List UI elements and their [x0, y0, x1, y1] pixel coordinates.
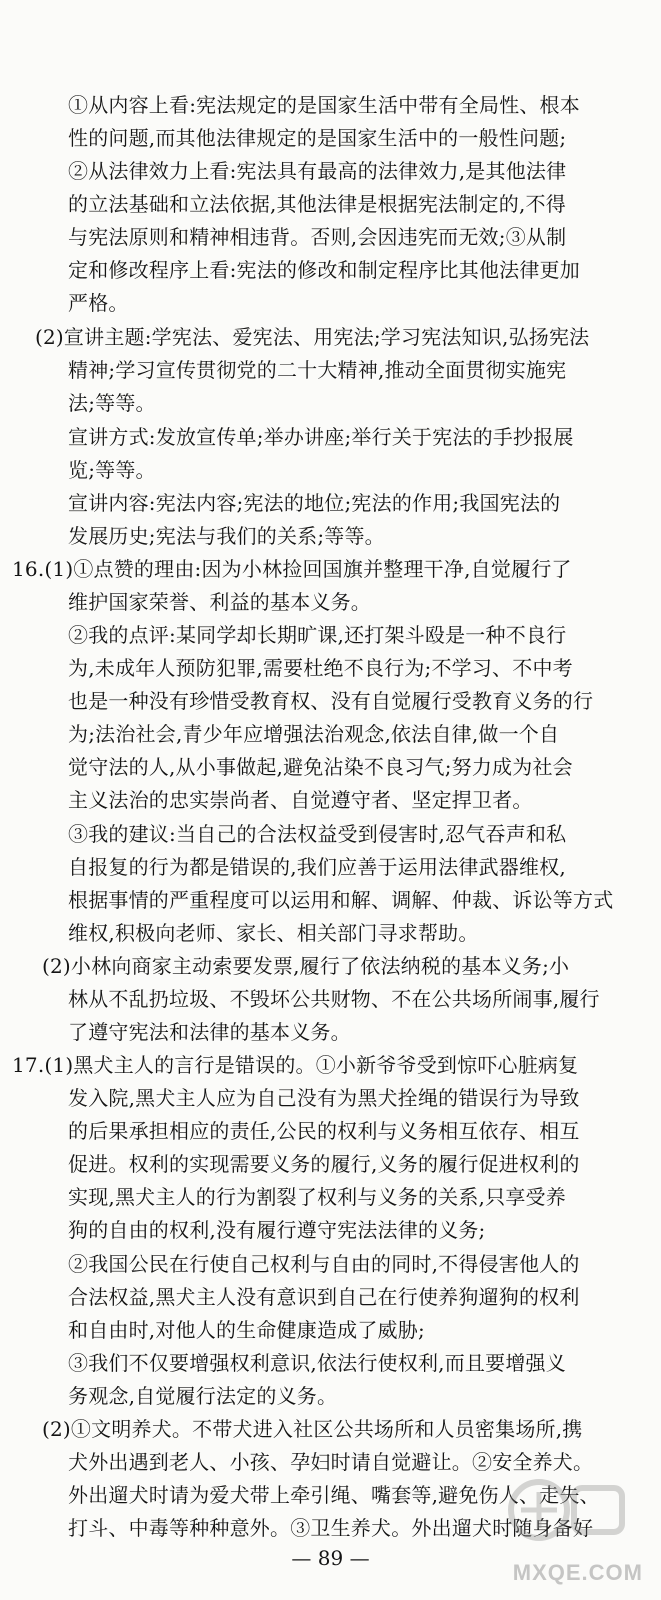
text-line: 犬外出遇到老人、小孩、孕妇时请自觉避让。②安全养犬。 — [68, 1450, 594, 1474]
text-line: 定和修改程序上看:宪法的修改和制定程序比其他法律更加 — [68, 258, 580, 282]
text-line: 合法权益,黑犬主人没有意识到自己在行使养狗遛狗的权利 — [68, 1285, 580, 1309]
text-line: 务观念,自觉履行法定的义务。 — [68, 1384, 338, 1408]
text-line: 16.(1)①点赞的理由:因为小林捡回国旗并整理干净,自觉履行了 — [12, 557, 572, 581]
text-line: ③我们不仅要增强权利意识,依法行使权利,而且要增强义 — [68, 1351, 566, 1375]
text-line: 精神;学习宣传贯彻党的二十大精神,推动全面贯彻实施宪 — [68, 358, 567, 382]
text-line: 外出遛犬时请为爱犬带上牵引绳、嘴套等,避免伤人、走失、 — [68, 1483, 600, 1507]
text-line: ②我的点评:某同学却长期旷课,还打架斗殴是一种不良行 — [68, 623, 567, 647]
text-line: 维护国家荣誉、利益的基本义务。 — [68, 590, 371, 614]
text-line: 了遵守宪法和法律的基本义务。 — [68, 1020, 351, 1044]
text-line: 为,未成年人预防犯罪,需要杜绝不良行为;不学习、不中考 — [68, 656, 573, 680]
text-line: ②从法律效力上看:宪法具有最高的法律效力,是其他法律 — [68, 159, 567, 183]
text-line: 性的问题,而其他法律规定的是国家生活中的一般性问题; — [68, 126, 567, 150]
text-line: 17.(1)黑犬主人的言行是错误的。①小新爷爷受到惊吓心脏病复 — [12, 1053, 579, 1077]
text-line: 为;法治社会,青少年应增强法治观念,依法自律,做一个自 — [68, 722, 560, 746]
text-line: 的立法基础和立法依据,其他法律是根据宪法制定的,不得 — [68, 192, 566, 216]
text-line: 打斗、中毒等种种意外。③卫生养犬。外出遛犬时随身备好 — [68, 1516, 594, 1540]
text-line: 主义法治的忠实崇尚者、自觉遵守者、坚定捍卫者。 — [68, 788, 533, 812]
text-line: 严格。 — [68, 291, 129, 315]
text-line: (2)①文明养犬。不带犬进入社区公共场所和人员密集场所,携 — [42, 1417, 583, 1441]
text-line: 法;等等。 — [68, 391, 156, 415]
text-line: (2)宣讲主题:学宪法、爱宪法、用宪法;学习宪法知识,弘扬宪法 — [35, 325, 590, 349]
text-line: 自报复的行为都是错误的,我们应善于运用法律武器维权, — [68, 855, 566, 879]
text-line: 根据事情的严重程度可以运用和解、调解、仲裁、诉讼等方式 — [68, 888, 614, 912]
watermark-text: MXQE.COM — [512, 1560, 643, 1585]
text-line: 觉守法的人,从小事做起,避免沾染不良习气;努力成为社会 — [68, 755, 573, 779]
text-line: (2)小林向商家主动索要发票,履行了依法纳税的基本义务;小 — [42, 954, 570, 978]
text-line: 狗的自由的权利,没有履行遵守宪法法律的义务; — [68, 1218, 486, 1242]
text-line: 的后果承担相应的责任,公民的权利与义务相互依存、相互 — [68, 1119, 580, 1143]
text-line: 宣讲方式:发放宣传单;举办讲座;举行关于宪法的手抄报展 — [68, 425, 574, 449]
text-line: 发展历史;宪法与我们的关系;等等。 — [68, 524, 385, 548]
text-line: 宣讲内容:宪法内容;宪法的地位;宪法的作用;我国宪法的 — [68, 491, 561, 515]
text-line: 和自由时,对他人的生命健康造成了威胁; — [68, 1318, 425, 1342]
text-line: 促进。权利的实现需要义务的履行,义务的履行促进权利的 — [68, 1152, 580, 1176]
text-line: ①从内容上看:宪法规定的是国家生活中带有全局性、根本 — [68, 93, 580, 117]
text-line: ③我的建议:当自己的合法权益受到侵害时,忍气吞声和私 — [68, 822, 567, 846]
text-line: 与宪法原则和精神相违背。否则,会因违宪而无效;③从制 — [68, 225, 567, 249]
text-line: 也是一种没有珍惜受教育权、没有自觉履行受教育义务的行 — [68, 689, 594, 713]
text-line: ②我国公民在行使自己权利与自由的同时,不得侵害他人的 — [68, 1252, 580, 1276]
text-line: 发入院,黑犬主人应为自己没有为黑犬拴绳的错误行为导致 — [68, 1086, 580, 1110]
text-line: 实现,黑犬主人的行为割裂了权利与义务的关系,只享受养 — [68, 1185, 566, 1209]
text-line: 览;等等。 — [68, 458, 156, 482]
text-line: 维权,积极向老师、家长、相关部门寻求帮助。 — [68, 921, 479, 945]
page-number: — 89 — — [291, 1546, 370, 1570]
text-line: 林从不乱扔垃圾、不毁坏公共财物、不在公共场所闹事,履行 — [68, 987, 600, 1011]
